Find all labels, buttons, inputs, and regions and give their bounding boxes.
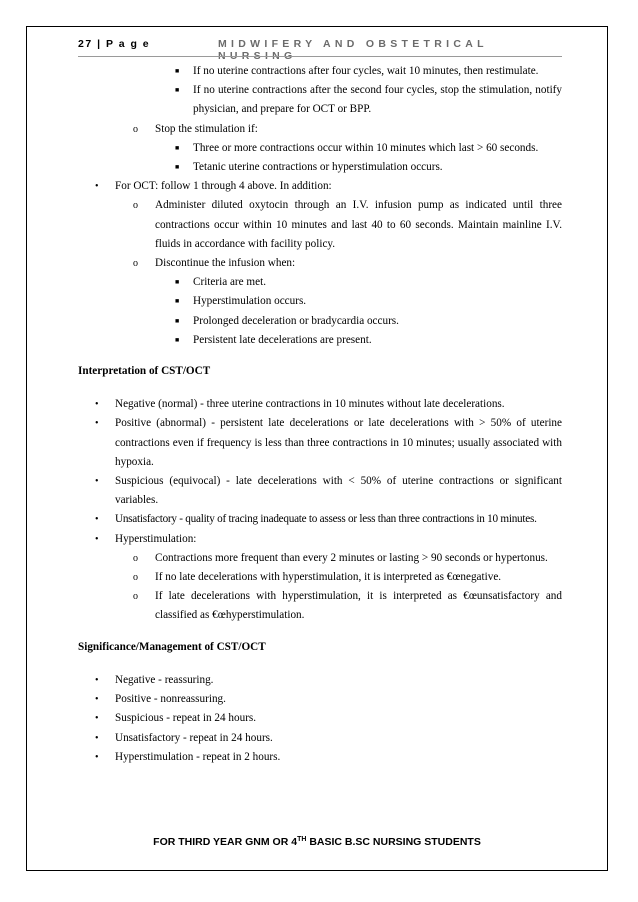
- bullet-icon: •: [95, 476, 99, 488]
- list-item-text: Unsatisfactory - quality of tracing inadequate to assess or less than three contractions in 10 minutes.: [115, 513, 537, 526]
- list-item: [78, 139, 562, 158]
- circle-bullet-icon: o: [133, 572, 138, 584]
- list-item-text: Hyperstimulation occurs.: [193, 295, 307, 308]
- list-item: [78, 587, 562, 625]
- list-item-text: Negative - reassuring.: [115, 673, 214, 686]
- circle-bullet-icon: o: [133, 552, 138, 564]
- page-number-label: | P a g e: [97, 38, 151, 50]
- bullet-icon: •: [95, 418, 99, 430]
- list-item: [78, 292, 562, 311]
- list-item: [78, 510, 562, 529]
- list-item-text: Three or more contractions occur within 10 minutes which last > 60 seconds.: [193, 141, 539, 154]
- square-bullet-icon: ■: [175, 143, 180, 152]
- bullet-icon: •: [95, 399, 99, 411]
- bullet-icon: •: [95, 751, 99, 763]
- circle-bullet-icon: o: [133, 591, 138, 603]
- list-item-text: Hyperstimulation:: [115, 532, 197, 545]
- list-item-text: Criteria are met.: [193, 276, 266, 289]
- list-item: [78, 414, 562, 472]
- document-body: [78, 62, 562, 767]
- bullet-icon: •: [95, 694, 99, 706]
- list-item-text: Negative (normal) - three uterine contractions in 10 minutes without late decelerations.: [115, 398, 505, 411]
- list-item-text: Stop the stimulation if:: [155, 122, 258, 135]
- square-bullet-icon: ■: [175, 316, 180, 325]
- square-bullet-icon: ■: [175, 163, 180, 172]
- square-bullet-icon: ■: [175, 335, 180, 344]
- footer-text-pre: FOR THIRD YEAR GNM OR 4: [153, 836, 298, 848]
- list-item-text: If no uterine contractions after four cycles, wait 10 minutes, then restimulate.: [193, 65, 539, 77]
- list-item: [78, 158, 562, 177]
- list-item: [78, 549, 562, 568]
- page-header: [78, 38, 562, 62]
- list-item: [78, 709, 562, 728]
- list-item-text: Contractions more frequent than every 2 minutes or lasting > 90 seconds or hypertonus.: [155, 551, 548, 564]
- list-item: [78, 254, 562, 273]
- bullet-icon: •: [95, 713, 99, 725]
- list-item-text: Persistent late decelerations are present.: [193, 333, 372, 346]
- list-item-text: If no late decelerations with hyperstimulation, it is interpreted as €œnegative.: [155, 571, 502, 584]
- list-item-text: If late decelerations with hyperstimulation, it is interpreted as €œunsatisfactory and classified as €œhyperstimulation.: [155, 590, 562, 622]
- bullet-icon: •: [95, 533, 99, 545]
- list-item: [78, 748, 562, 767]
- list-item-text: For OCT: follow 1 through 4 above. In addition:: [115, 180, 332, 193]
- list-item-text: Tetanic uterine contractions or hyperstimulation occurs.: [193, 161, 443, 174]
- section-heading-significance: Significance/Management of CST/OCT: [78, 640, 266, 653]
- list-item: [78, 331, 562, 350]
- page-number-value: 27: [78, 38, 93, 50]
- list-item: [78, 568, 562, 587]
- list-item: [78, 62, 562, 81]
- page-number: [78, 38, 150, 50]
- section-heading-interpretation: Interpretation of CST/OCT: [78, 365, 211, 378]
- list-item-text: Suspicious (equivocal) - late decelerations with < 50% of uterine contractions or significant variables.: [115, 475, 562, 507]
- list-item: [78, 690, 562, 709]
- list-item-text: Prolonged deceleration or bradycardia occurs.: [193, 314, 399, 327]
- list-item: [78, 530, 562, 549]
- list-item-text: Suspicious - repeat in 24 hours.: [115, 712, 257, 725]
- bullet-icon: •: [95, 674, 99, 686]
- bullet-icon: •: [95, 732, 99, 744]
- bullet-icon: •: [95, 514, 99, 526]
- list-item-text: Positive (abnormal) - persistent late decelerations or late decelerations with > 50% of uterine contractions even if frequency is less than three contractions in 10 minutes; usually associated with hypoxia.: [115, 417, 562, 468]
- list-item: [78, 395, 562, 414]
- list-item-text: If no uterine contractions after the second four cycles, stop the stimulation, notify physician, and prepare for OCT or BPP.: [193, 84, 562, 116]
- list-item: [78, 177, 562, 196]
- list-item-text: Administer diluted oxytocin through an I.V. infusion pump as indicated until three contractions occur within 10 minutes and last 40 to 60 seconds. Maintain mainline I.V. fluids in accordance with facility policy.: [155, 199, 562, 250]
- square-bullet-icon: ■: [175, 278, 180, 287]
- list-item: [78, 671, 562, 690]
- circle-bullet-icon: o: [133, 258, 138, 270]
- list-item: [78, 273, 562, 292]
- running-title: MIDWIFERY AND OBSTETRICAL NURSING: [218, 38, 488, 62]
- header-rule: [78, 56, 562, 57]
- list-item: [78, 312, 562, 331]
- square-bullet-icon: ■: [175, 297, 180, 306]
- circle-bullet-icon: o: [133, 200, 138, 212]
- list-item: [78, 120, 562, 139]
- list-item-text: Hyperstimulation - repeat in 2 hours.: [115, 750, 281, 763]
- footer-text-post: BASIC B.SC NURSING STUDENTS: [306, 836, 481, 848]
- list-item: [78, 196, 562, 254]
- list-item-text: Positive - nonreassuring.: [115, 693, 226, 706]
- footer-superscript: TH: [297, 836, 307, 843]
- list-item-text: Discontinue the infusion when:: [155, 257, 296, 270]
- square-bullet-icon: ■: [175, 86, 180, 95]
- list-item: [78, 729, 562, 748]
- square-bullet-icon: ■: [175, 67, 180, 75]
- circle-bullet-icon: o: [133, 123, 138, 135]
- list-item: [78, 472, 562, 510]
- list-item-text: Unsatisfactory - repeat in 24 hours.: [115, 731, 273, 744]
- page-footer: [26, 836, 608, 848]
- list-item: [78, 81, 562, 119]
- bullet-icon: •: [95, 181, 99, 193]
